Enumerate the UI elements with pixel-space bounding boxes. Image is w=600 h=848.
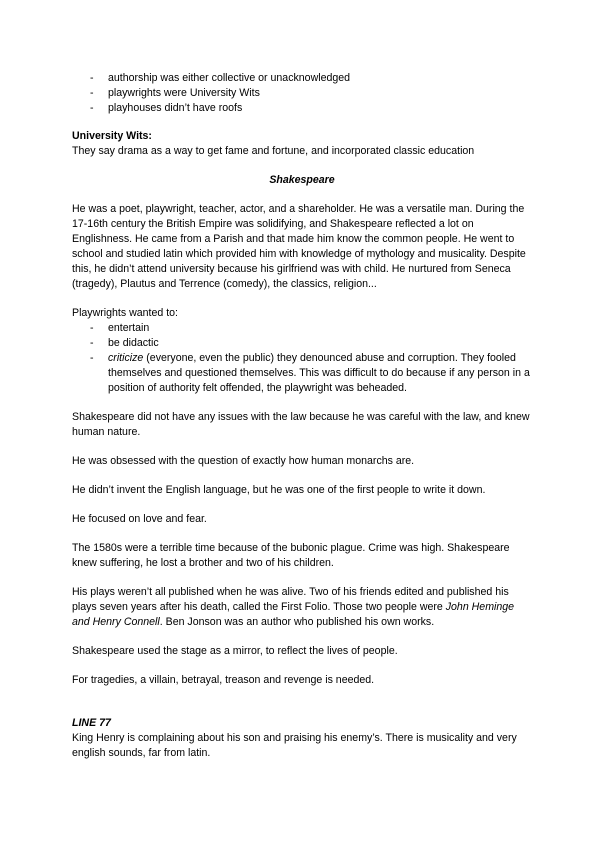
plague-paragraph: The 1580s were a terrible time because of the bubonic plague. Crime was high. Shakespeare knew suffering, he lost a brother and two of his children.: [72, 542, 510, 569]
intro-bullet-list: [72, 71, 532, 116]
bullet-dash: -: [90, 352, 94, 364]
playwrights-list: [72, 321, 532, 396]
document-page: [72, 71, 532, 761]
university-wits-heading: University Wits:: [72, 130, 152, 142]
bullet-dash: -: [90, 337, 94, 349]
list-item: - playhouses didn’t have roofs: [90, 102, 243, 114]
bullet-dash: -: [90, 102, 94, 114]
love-paragraph: He focused on love and fear.: [72, 513, 207, 525]
list-item: - authorship was either collective or unacknowledged: [90, 72, 351, 84]
folio-names: John Heminge and Henry Connell: [72, 601, 515, 628]
law-paragraph: Shakespeare did not have any issues with the law because he was careful with the law, and knew human nature.: [72, 411, 530, 438]
tragedies-paragraph: For tragedies, a villain, betrayal, treason and revenge is needed.: [72, 674, 375, 686]
criticize-text: (everyone, even the public) they denounced abuse and corruption. They fooled themselves and questioned themselves. This was difficult to do because if any person in a position of authority felt offended, the playwright was beheaded.: [108, 352, 530, 394]
university-wits-text: They say drama as a way to get fame and fortune, and incorporated classic education: [72, 145, 475, 157]
language-paragraph: He didn’t invent the English language, but he was one of the first people to write it down.: [72, 484, 486, 496]
bullet-dash: -: [90, 72, 94, 84]
mirror-paragraph: Shakespeare used the stage as a mirror, to reflect the lives of people.: [72, 645, 398, 657]
bio-paragraph: He was a poet, playwright, teacher, actor, and a shareholder. He was a versatile man. During the 17-16th century the British Empire was solidifying, and Shakespeare reflected a lot on Englishness. He came from a Parish and that made him know the common people. He went to school and studied latin which provided him with knowledge of mythology and musicality. Despite this, he didn’t attend university because his girlfriend was with child. He nurtured from Seneca (tragedy), Plautus and Terrence (comedy), the classics, religion...: [72, 203, 526, 290]
criticize-word: criticize: [108, 352, 144, 364]
list-item: [72, 351, 532, 396]
line77-text: King Henry is complaining about his son and praising his enemy’s. There is musicality and very english sounds, far from latin.: [72, 732, 517, 759]
shakespeare-title: Shakespeare: [269, 174, 335, 186]
bullet-dash: -: [90, 87, 94, 99]
monarchs-paragraph: He was obsessed with the question of exactly how human monarchs are.: [72, 455, 415, 467]
line77-heading: LINE 77: [72, 717, 111, 729]
list-item: - entertain: [90, 322, 150, 334]
bullet-dash: -: [90, 322, 94, 334]
folio-paragraph: His plays weren’t all published when he was alive. Two of his friends edited and published his plays seven years after his death, called the First Folio. Those two people were John Heminge and Henry Connell. Ben Jonson was an author who published his own works.: [72, 586, 515, 628]
playwrights-intro: Playwrights wanted to:: [72, 307, 178, 319]
list-item: - be didactic: [90, 337, 159, 349]
list-item: - playwrights were University Wits: [90, 87, 260, 99]
